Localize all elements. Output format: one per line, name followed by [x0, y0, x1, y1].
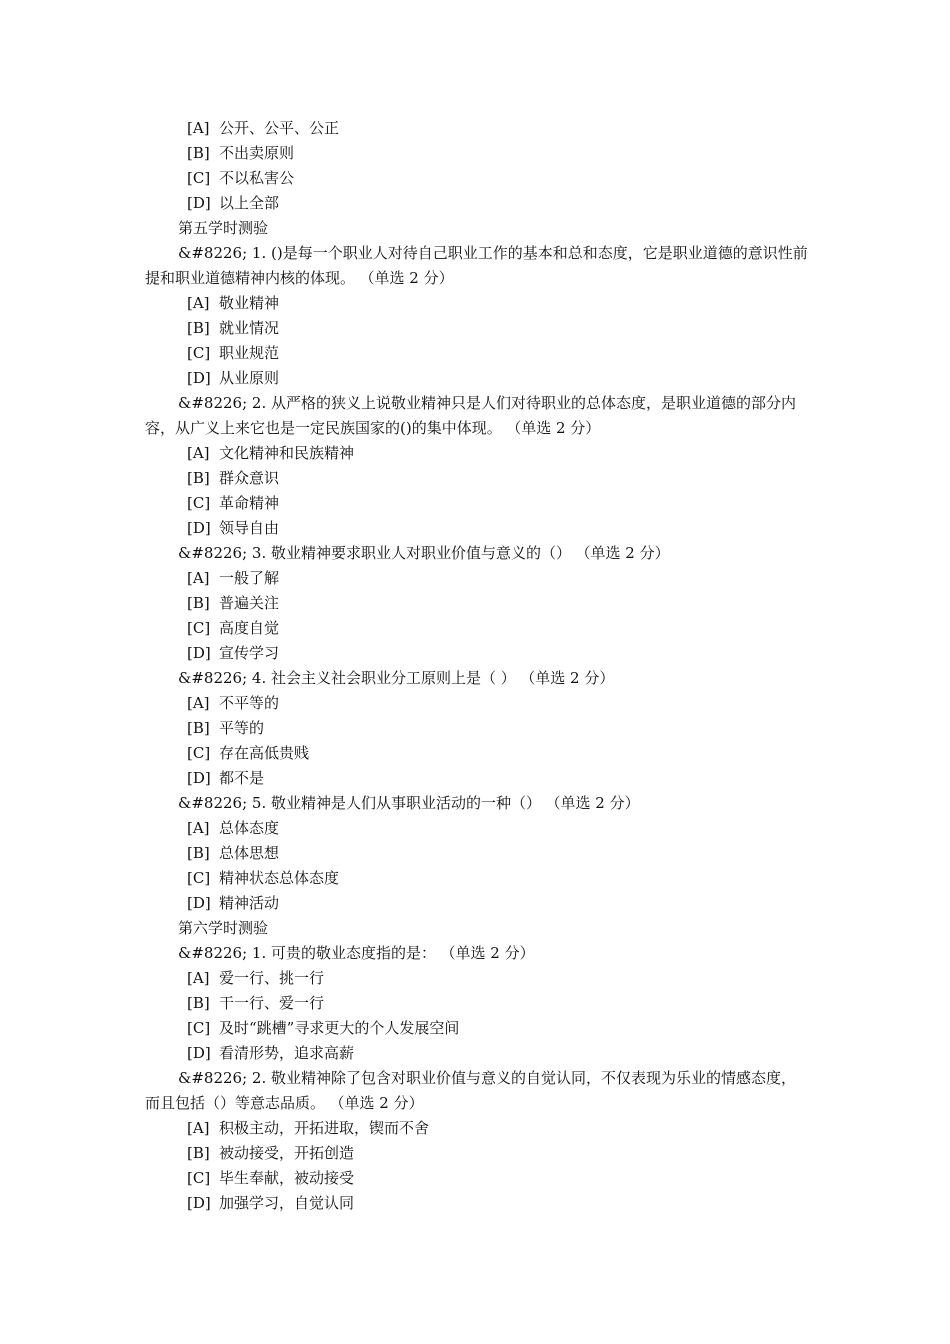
option-label: [D]: [187, 894, 211, 912]
option-text: 不出卖原则: [219, 144, 295, 162]
answer-option: [145, 841, 810, 866]
option-text: 及时“跳槽”寻求更大的个人发展空间: [219, 1019, 460, 1037]
answer-option: [145, 341, 810, 366]
answer-option: [145, 891, 810, 916]
option-label: [A]: [187, 444, 210, 462]
answer-option: [145, 966, 810, 991]
option-label: [B]: [187, 594, 210, 612]
question-text: [145, 941, 810, 966]
question-text: [145, 1066, 810, 1116]
option-text: 从业原则: [219, 369, 280, 387]
option-text: 毕生奉献，被动接受: [219, 1169, 355, 1187]
question-stem: &#8226; 2. 从严格的狭义上说敬业精神只是人们对待职业的总体态度，是职业道德的部分内容，从广义上来它也是一定民族国家的()的集中体现。: [145, 394, 796, 437]
quiz-content: [145, 116, 810, 1216]
answer-option: [145, 166, 810, 191]
question-text: [145, 391, 810, 441]
option-text: 群众意识: [219, 469, 280, 487]
option-label: [B]: [187, 469, 210, 487]
question-stem: &#8226; 2. 敬业精神除了包含对职业价值与意义的自觉认同，不仅表现为乐业的情感态度，而且包括（）等意志品质。: [145, 1069, 796, 1112]
option-text: 存在高低贵贱: [219, 744, 310, 762]
question-text: [145, 541, 810, 566]
option-text: 敬业精神: [219, 294, 280, 312]
answer-option: [145, 591, 810, 616]
question-text: [145, 666, 810, 691]
option-label: [D]: [187, 1194, 211, 1212]
option-label: [A]: [187, 969, 210, 987]
answer-option: [145, 1141, 810, 1166]
answer-option: [145, 516, 810, 541]
question-text: [145, 791, 810, 816]
option-text: 平等的: [219, 719, 265, 737]
option-text: 不平等的: [219, 694, 280, 712]
option-label: [B]: [187, 994, 210, 1012]
option-label: [D]: [187, 369, 211, 387]
answer-option: [145, 741, 810, 766]
answer-option: [145, 316, 810, 341]
option-text: 都不是: [219, 769, 265, 787]
option-label: [C]: [187, 169, 211, 187]
answer-option: [145, 641, 810, 666]
option-text: 普遍关注: [219, 594, 280, 612]
option-label: [B]: [187, 144, 210, 162]
answer-option: [145, 1166, 810, 1191]
question-score: （单选 2 分）: [527, 669, 615, 687]
option-text: 积极主动，开拓进取，锲而不舍: [219, 1119, 430, 1137]
answer-option: [145, 116, 810, 141]
question-score: （单选 2 分）: [513, 419, 601, 437]
answer-option: [145, 1016, 810, 1041]
answer-option: [145, 766, 810, 791]
answer-option: [145, 441, 810, 466]
option-label: [A]: [187, 119, 210, 137]
question-stem: &#8226; 3. 敬业精神要求职业人对职业价值与意义的（）: [178, 544, 571, 562]
option-text: 精神状态总体态度: [219, 869, 340, 887]
option-label: [A]: [187, 569, 210, 587]
question-stem: &#8226; 5. 敬业精神是人们从事职业活动的一种（）: [178, 794, 541, 812]
option-text: 总体态度: [219, 819, 280, 837]
option-text: 领导自由: [219, 519, 280, 537]
option-label: [D]: [187, 1044, 211, 1062]
answer-option: [145, 616, 810, 641]
answer-option: [145, 291, 810, 316]
option-text: 总体思想: [219, 844, 280, 862]
option-text: 公开、公平、公正: [219, 119, 340, 137]
section-heading: 第六学时测验: [178, 919, 269, 937]
option-label: [D]: [187, 519, 211, 537]
answer-option: [145, 366, 810, 391]
question-stem: &#8226; 1. ()是每一个职业人对待自己职业工作的基本和总和态度，它是职业道德的意识性前提和职业道德精神内核的体现。: [145, 244, 808, 287]
answer-option: [145, 1041, 810, 1066]
option-label: [B]: [187, 319, 210, 337]
question-score: （单选 2 分）: [337, 1094, 424, 1112]
option-label: [A]: [187, 819, 210, 837]
option-text: 高度自觉: [219, 619, 280, 637]
answer-option: [145, 566, 810, 591]
option-label: [D]: [187, 194, 211, 212]
option-label: [D]: [187, 644, 211, 662]
option-text: 文化精神和民族精神: [219, 444, 355, 462]
option-text: 以上全部: [219, 194, 280, 212]
answer-option: [145, 716, 810, 741]
option-text: 加强学习，自觉认同: [219, 1194, 355, 1212]
answer-option: [145, 1116, 810, 1141]
option-label: [A]: [187, 1119, 210, 1137]
option-text: 宣传学习: [219, 644, 280, 662]
answer-option: [145, 816, 810, 841]
option-label: [D]: [187, 769, 211, 787]
answer-option: [145, 691, 810, 716]
option-label: [C]: [187, 494, 211, 512]
question-score: （单选 2 分）: [553, 794, 640, 812]
option-text: 不以私害公: [219, 169, 295, 187]
question-stem: &#8226; 1. 可贵的敬业态度指的是：: [178, 944, 436, 962]
option-text: 爱一行、挑一行: [219, 969, 325, 987]
answer-option: [145, 991, 810, 1016]
question-score: （单选 2 分）: [583, 544, 670, 562]
answer-option: [145, 191, 810, 216]
option-text: 被动接受，开拓创造: [219, 1144, 355, 1162]
option-label: [C]: [187, 619, 211, 637]
option-text: 干一行、爱一行: [219, 994, 325, 1012]
option-text: 就业情况: [219, 319, 280, 337]
answer-option: [145, 866, 810, 891]
option-label: [C]: [187, 1019, 211, 1037]
section-heading: 第五学时测验: [178, 219, 269, 237]
option-label: [A]: [187, 294, 210, 312]
question-score: （单选 2 分）: [448, 944, 535, 962]
option-text: 一般了解: [219, 569, 280, 587]
option-label: [C]: [187, 344, 211, 362]
option-label: [B]: [187, 1144, 210, 1162]
answer-option: [145, 466, 810, 491]
option-text: 职业规范: [219, 344, 280, 362]
answer-option: [145, 1191, 810, 1216]
option-label: [C]: [187, 744, 211, 762]
question-score: （单选 2 分）: [367, 269, 454, 287]
option-label: [A]: [187, 694, 210, 712]
answer-option: [145, 141, 810, 166]
option-label: [B]: [187, 719, 210, 737]
option-text: 革命精神: [219, 494, 280, 512]
option-text: 看清形势，追求高薪: [219, 1044, 355, 1062]
option-label: [C]: [187, 869, 211, 887]
option-label: [C]: [187, 1169, 211, 1187]
answer-option: [145, 491, 810, 516]
question-text: [145, 241, 810, 291]
option-label: [B]: [187, 844, 210, 862]
question-stem: &#8226; 4. 社会主义社会职业分工原则上是（ ）: [178, 669, 516, 687]
option-text: 精神活动: [219, 894, 280, 912]
